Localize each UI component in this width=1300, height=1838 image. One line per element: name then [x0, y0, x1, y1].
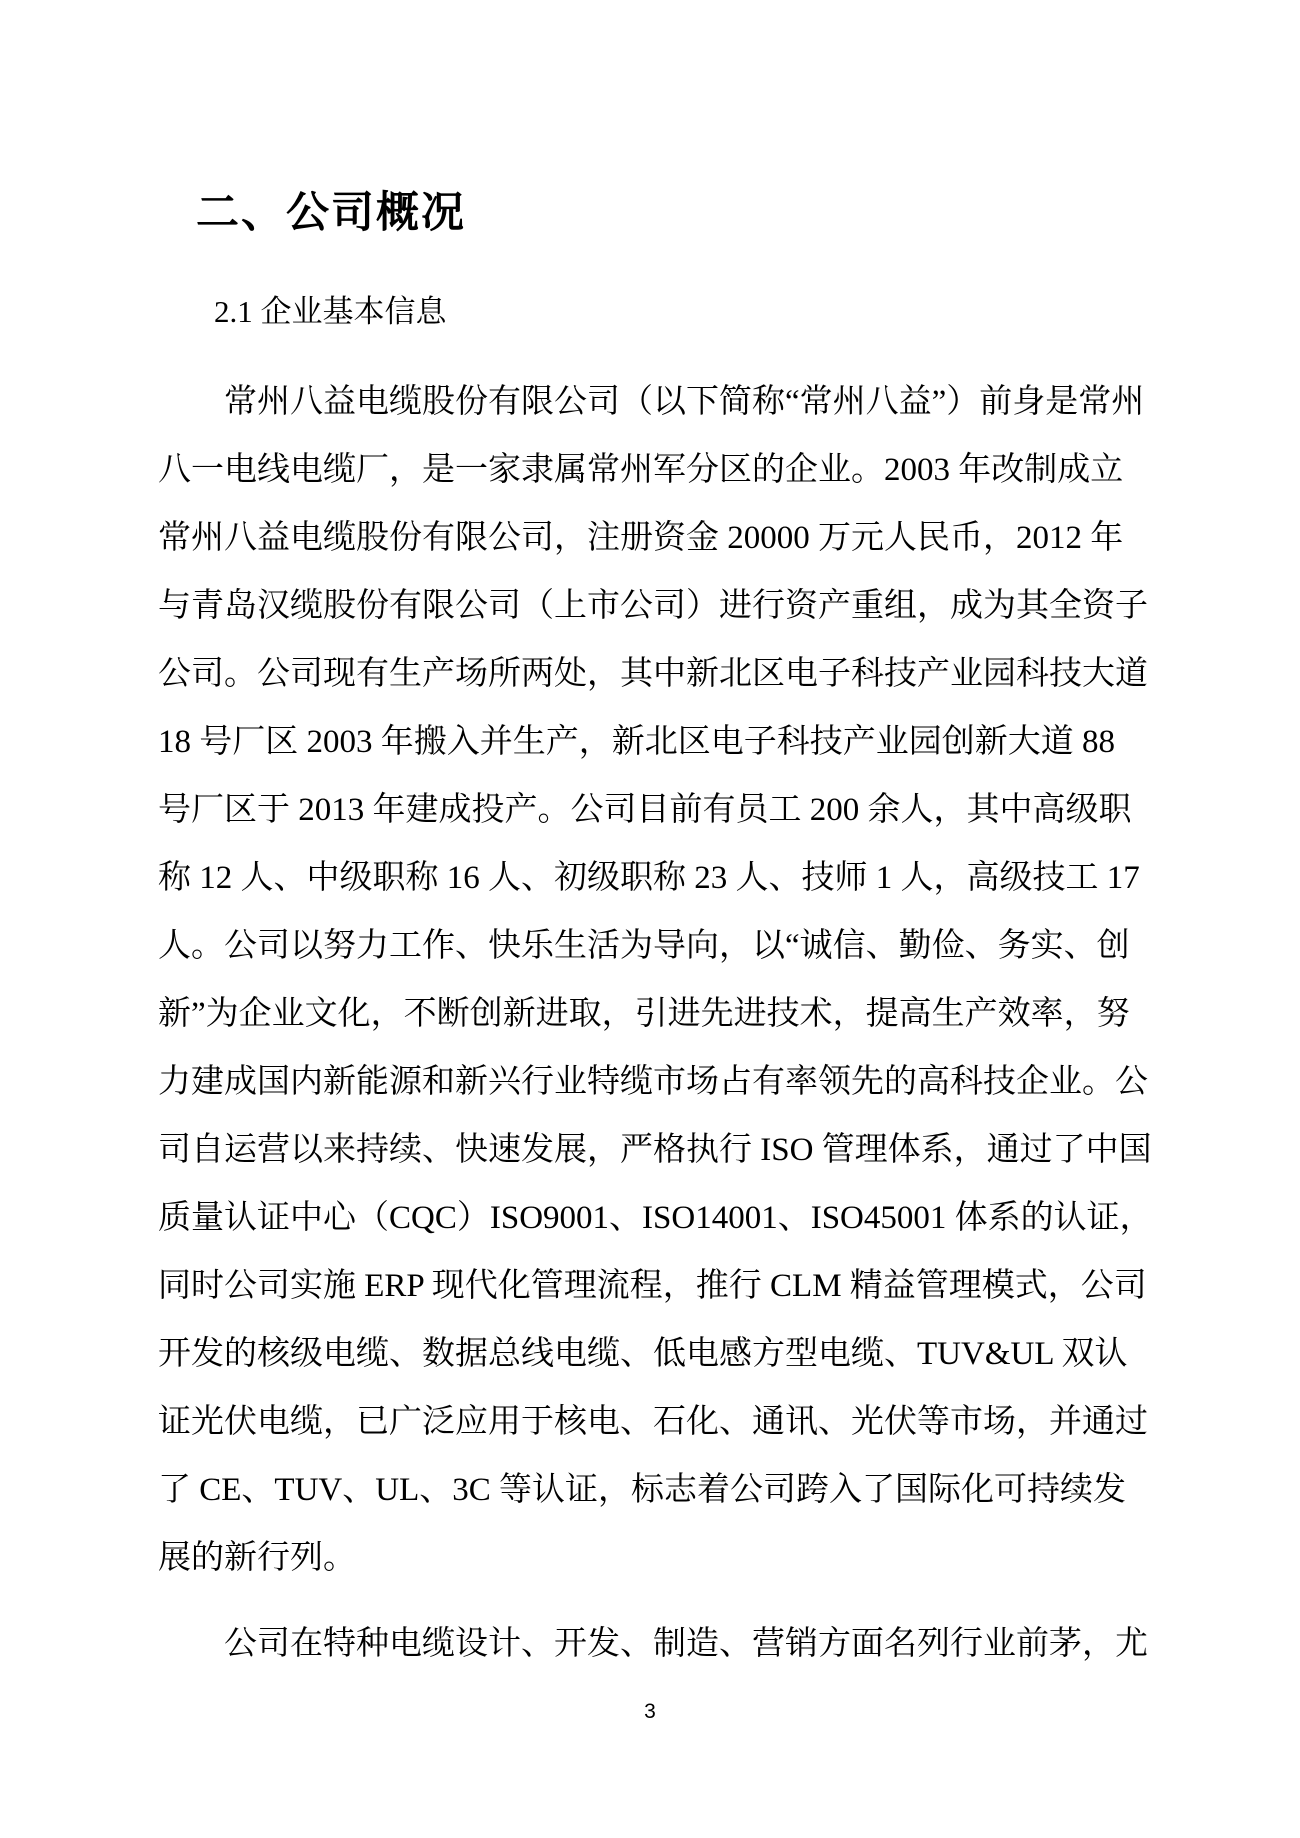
- paragraph-line: 常州八益电缆股份有限公司，注册资金 20000 万元人民币，2012 年: [158, 520, 1124, 556]
- paragraph-line: 18 号厂区 2003 年搬入并生产，新北区电子科技产业园创新大道 88: [158, 724, 1115, 760]
- paragraph-line: 公司。公司现有生产场所两处，其中新北区电子科技产业园科技大道: [158, 656, 1148, 692]
- paragraph-line: 八一电线电缆厂，是一家隶属常州军分区的企业。2003 年改制成立: [158, 452, 1124, 488]
- paragraph-line: 质量认证中心（CQC）ISO9001、ISO14001、ISO45001 体系的认证，: [158, 1200, 1153, 1236]
- paragraph-company-intro: [158, 368, 1153, 1592]
- paragraph-line: 与青岛汉缆股份有限公司（上市公司）进行资产重组，成为其全资子: [158, 588, 1148, 624]
- paragraph-line: 公司在特种电缆设计、开发、制造、营销方面名列行业前茅，尤: [224, 1626, 1148, 1662]
- paragraph-line: 同时公司实施 ERP 现代化管理流程，推行 CLM 精益管理模式，公司: [158, 1268, 1147, 1304]
- paragraph-line: 司自运营以来持续、快速发展，严格执行 ISO 管理体系，通过了中国: [158, 1132, 1152, 1168]
- paragraph-industry-position: [158, 1610, 1148, 1678]
- paragraph-line: 常州八益电缆股份有限公司（以下简称“常州八益”）前身是常州: [224, 384, 1145, 420]
- paragraph-line: 人。公司以努力工作、快乐生活为导向，以“诚信、勤俭、务实、创: [158, 928, 1130, 964]
- paragraph-line: 了 CE、TUV、UL、3C 等认证，标志着公司跨入了国际化可持续发: [158, 1472, 1126, 1508]
- subsection-heading: 2.1 企业基本信息: [214, 294, 447, 329]
- paragraph-line: 力建成国内新能源和新兴行业特缆市场占有率领先的高科技企业。公: [158, 1064, 1148, 1100]
- paragraph-line: 证光伏电缆，已广泛应用于核电、石化、通讯、光伏等市场，并通过: [158, 1404, 1148, 1440]
- paragraph-line: 新”为企业文化，不断创新进取，引进先进技术，提高生产效率，努: [158, 996, 1130, 1032]
- section-heading: 二、公司概况: [196, 190, 466, 237]
- paragraph-line: 称 12 人、中级职称 16 人、初级职称 23 人、技师 1 人，高级技工 17: [158, 860, 1140, 896]
- paragraph-line: 号厂区于 2013 年建成投产。公司目前有员工 200 余人，其中高级职: [158, 792, 1132, 828]
- paragraph-line: 开发的核级电缆、数据总线电缆、低电感方型电缆、TUV&UL 双认: [158, 1336, 1128, 1372]
- page-number: 3: [644, 1700, 656, 1723]
- paragraph-line: 展的新行列。: [158, 1540, 356, 1576]
